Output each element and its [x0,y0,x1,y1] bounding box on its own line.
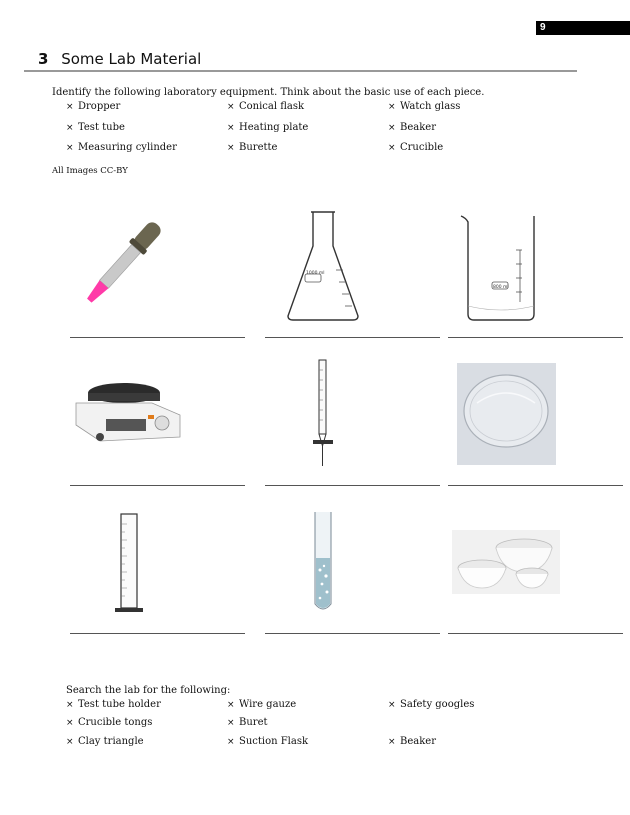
item-label: Wire gauze [239,699,297,710]
dropper-image [75,210,165,320]
bullet: × [388,737,396,747]
conical-flask-image [283,208,363,324]
list-item [66,142,177,153]
item-label: Beaker [400,736,436,747]
list-item [388,122,436,133]
heading-divider [24,70,577,72]
section-title: Some Lab Material [61,50,202,68]
list-item [66,122,125,133]
answer-line [70,337,245,338]
bullet: × [388,700,396,710]
item-label: Safety googles [400,699,475,710]
burette-image [305,358,341,470]
list-item [227,717,268,728]
bullet: × [66,123,74,133]
bullet: × [227,123,235,133]
list-item [388,699,474,710]
item-label: Conical flask [239,101,305,112]
answer-line [70,633,245,634]
list-item [66,717,152,728]
item-label: Burette [239,142,278,153]
list-item [66,699,161,710]
item-label: Crucible [400,142,444,153]
item-label: Dropper [78,101,121,112]
section-heading [38,50,201,68]
item-label: Measuring cylinder [78,142,177,153]
heating-plate-image [72,375,184,451]
beaker-volume-label: 800 ml [493,285,509,290]
item-label: Heating plate [239,122,309,133]
item-label: Clay triangle [78,736,144,747]
item-label: Watch glass [400,101,461,112]
bullet: × [66,718,74,728]
list-item [227,122,308,133]
list-item [388,736,436,747]
bullet: × [66,143,74,153]
bullet: × [388,123,396,133]
list-item [227,142,277,153]
list-item [388,142,443,153]
answer-line [265,337,440,338]
list-item [66,101,120,112]
item-label: Crucible tongs [78,717,153,728]
beaker-image [458,210,542,322]
bullet: × [227,102,235,112]
search-instruction: Search the lab for the following: [66,685,231,696]
crucible-image [452,530,560,594]
bullet: × [227,143,235,153]
identify-instruction: Identify the following laboratory equipment. Think about the basic use of each piece. [52,87,485,98]
bullet: × [66,102,74,112]
watch-glass-image [457,363,556,465]
page-number: 9 [536,21,630,35]
item-label: Suction Flask [239,736,309,747]
item-label: Test tube holder [78,699,161,710]
answer-line [70,485,245,486]
list-item [227,736,308,747]
measuring-cylinder-image [112,512,148,614]
test-tube-image [311,510,335,616]
flask-volume-label: 1000 ml [306,271,325,276]
item-label: Beaker [400,122,436,133]
answer-line [265,485,440,486]
list-item [227,699,296,710]
answer-line [265,633,440,634]
image-credit: All Images CC-BY [52,166,128,176]
answer-line [448,633,623,634]
bullet: × [227,737,235,747]
section-number: 3 [38,50,49,68]
bullet: × [388,102,396,112]
bullet: × [66,700,74,710]
bullet: × [227,700,235,710]
bullet: × [66,737,74,747]
list-item [227,101,304,112]
bullet: × [388,143,396,153]
item-label: Buret [239,717,268,728]
item-label: Test tube [78,122,125,133]
answer-line [448,485,623,486]
list-item [66,736,144,747]
answer-line [448,337,623,338]
list-item [388,101,460,112]
bullet: × [227,718,235,728]
